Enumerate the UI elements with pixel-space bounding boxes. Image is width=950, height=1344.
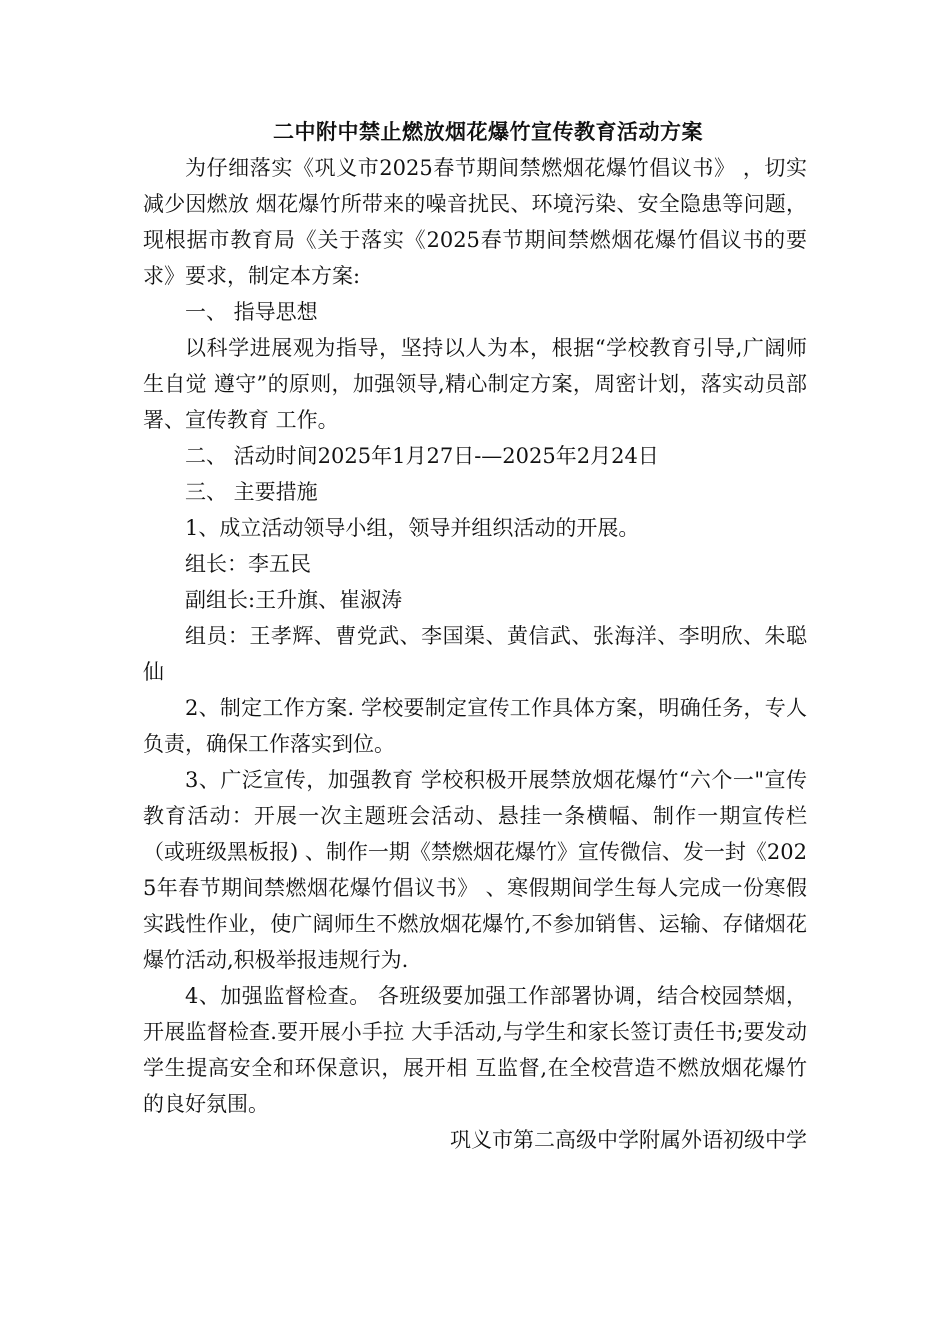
intro-paragraph: 为仔细落实《巩义市2025春节期间禁燃烟花爆竹倡议书》 ，切实减少因燃放 烟花爆竹所带来的噪音扰民、环境污染、安全隐患等问题，现根据市教育局《关于落实《2025春节期间禁燃烟花爆竹倡议书的要求》要求，制定本方案:	[143, 156, 807, 288]
measure-4-paragraph: 4、加强监督检查。 各班级要加强工作部署协调，结合校园禁烟，开展监督检查.要开展小手拉 大手活动,与学生和家长签订责任书;要发动学生提高安全和环保意识，展开相 互监督,在全校营造不燃放烟花爆竹的良好氛围。	[143, 984, 807, 1116]
section-heading-activity-time: 二、 活动时间2025年1月27日-—2025年2月24日	[185, 444, 659, 468]
guiding-thought-paragraph: 以科学进展观为指导，坚持以人为本，根据“学校教育引导,广阔师生自觉 遵守”的原则，加强领导,精心制定方案，周密计划，落实动员部署、宣传教育 工作。	[143, 336, 807, 432]
group-leader-line: 组长：李五民	[185, 552, 311, 576]
signature-line: 巩义市第二高级中学附属外语初级中学	[450, 1128, 807, 1152]
measure-1-paragraph: 1、成立活动领导小组，领导并组织活动的开展。	[185, 516, 640, 540]
measure-2-paragraph: 2、制定工作方案. 学校要制定宣传工作具体方案，明确任务，专人负责，确保工作落实到位。	[143, 696, 807, 756]
document-title: 二中附中禁止燃放烟花爆竹宣传教育活动方案	[273, 120, 703, 144]
deputy-leader-line: 副组长:王升旗、崔淑涛	[185, 588, 403, 612]
document-body	[143, 114, 807, 1158]
section-heading-guiding-thought: 一、 指导思想	[185, 300, 318, 324]
section-heading-main-measures: 三、 主要措施	[185, 480, 318, 504]
members-line: 组员：王孝辉、曹党武、李国渠、黄信武、张海洋、李明欣、朱聪仙	[143, 624, 807, 684]
measure-3-paragraph: 3、广泛宣传，加强教育 学校积极开展禁放烟花爆竹“六个一"宣传教育活动：开展一次主题班会活动、悬挂一条横幅、制作一期宣传栏（或班级黑板报) 、制作一期《禁燃烟花爆竹》宣传微信、发一封《2025年春节期间禁燃烟花爆竹倡议书》 、寒假期间学生每人完成一份寒假实践性作业，使广阔师生不燃放烟花爆竹,不参加销售、运输、存储烟花爆竹活动,积极举报违规行为.	[143, 768, 807, 972]
